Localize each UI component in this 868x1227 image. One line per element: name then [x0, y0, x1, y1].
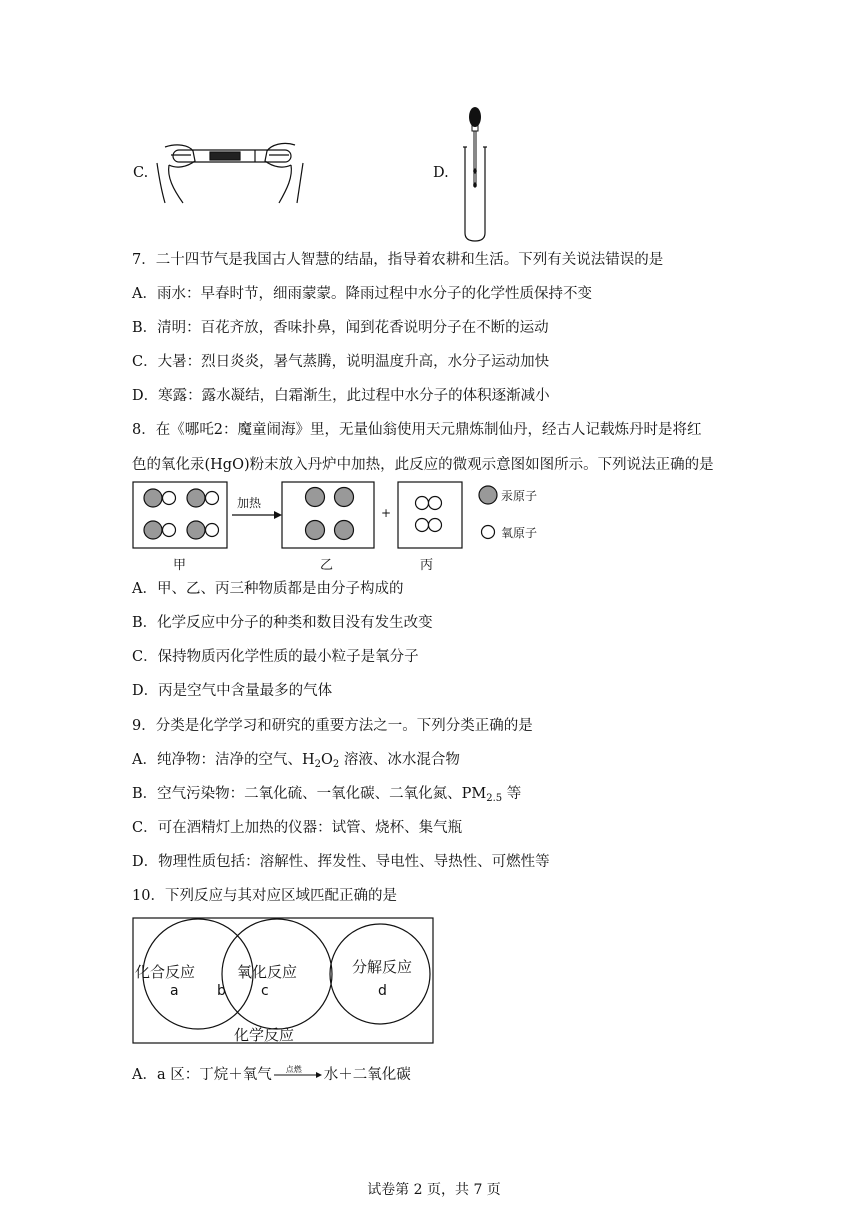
q8-option-d: D．丙是空气中含量最多的气体: [132, 683, 333, 699]
q9-option-a: [132, 750, 460, 775]
q7-option-b: B．清明：百花齐放，香味扑鼻，闻到花香说明分子在不断的运动: [132, 320, 549, 336]
option-c-label: C.: [133, 165, 149, 181]
q7-option-a: A．雨水：早春时节，细雨蒙蒙。降雨过程中水分子的化学性质保持不变: [132, 286, 592, 302]
dropper-test-tube-illustration: [455, 105, 495, 245]
label-jia: 甲: [173, 558, 187, 573]
q10-option-a: [132, 1065, 411, 1085]
test-tube-hands-illustration: [155, 133, 305, 208]
label-bing: 丙: [420, 558, 434, 573]
q9-a-subscript-2: 2: [332, 759, 340, 770]
q8-stem-line2: 色的氧化汞(HgO)粉末放入丹炉中加热，此反应的微观示意图如图所示。下列说法正确的是: [132, 457, 714, 473]
q9-stem: 9．分类是化学学习和研究的重要方法之一。下列分类正确的是: [132, 718, 533, 734]
q10-a-text-post: 水＋二氧化碳: [323, 1067, 411, 1083]
q9-b-subscript: 2.5: [486, 793, 503, 804]
q9-a-text-pre: A．纯净物：洁净的空气、H: [132, 752, 315, 768]
q9-a-text-mid: O: [321, 752, 333, 768]
legend-oxygen-atom: 氧原子: [501, 526, 538, 540]
q9-a-text-post: 溶液、冰水混合物: [339, 752, 460, 768]
option-d-label: D.: [433, 165, 449, 181]
q8-option-c: C．保持物质丙化学性质的最小粒子是氧分子: [132, 649, 419, 665]
q7-stem: 7．二十四节气是我国古人智慧的结晶，指导着农耕和生活。下列有关说法错误的是: [132, 252, 664, 268]
venn-label-combination: 化合反应: [135, 963, 196, 981]
venn-box-label: 化学反应: [234, 1026, 295, 1044]
q8-option-a: A．甲、乙、丙三种物质都是由分子构成的: [132, 581, 404, 597]
heat-arrow-label: 加热: [237, 496, 262, 510]
label-yi: 乙: [320, 558, 334, 573]
page-footer: 试卷第 2 页，共 7 页: [367, 1182, 501, 1198]
q9-option-d: D．物理性质包括：溶解性、挥发性、导电性、导热性、可燃性等: [132, 854, 550, 870]
venn-region-a: a: [170, 983, 179, 999]
venn-label-decomposition: 分解反应: [352, 958, 413, 976]
q9-a-subscript-1: 2: [314, 759, 321, 770]
plus-sign: +: [381, 506, 392, 520]
venn-region-c: c: [261, 983, 269, 999]
q8-stem-line1: 8．在《哪吒2：魔童闹海》里，无量仙翁使用天元鼎炼制仙丹，经古人记载炼丹时是将红: [132, 422, 702, 438]
q9-option-c: C．可在酒精灯上加热的仪器：试管、烧杯、集气瓶: [132, 820, 463, 836]
q8-option-b: B．化学反应中分子的种类和数目没有发生改变: [132, 615, 433, 631]
q7-option-c: C．大暑：烈日炎炎，暑气蒸腾，说明温度升高，水分子运动加快: [132, 354, 550, 370]
venn-region-b: b: [217, 983, 226, 999]
venn-label-oxidation: 氧化反应: [237, 963, 298, 981]
q9-b-text-post: 等: [502, 786, 522, 802]
q7-option-d: D．寒露：露水凝结，白霜渐生，此过程中水分子的体积逐渐减小: [132, 388, 550, 404]
q9-b-text-pre: B．空气污染物：二氧化硫、一氧化碳、二氧化氮、PM: [132, 786, 487, 802]
q9-option-b: [132, 784, 521, 809]
venn-region-d: d: [378, 983, 387, 999]
legend-mercury-atom: 汞原子: [501, 489, 538, 503]
q10-stem: 10．下列反应与其对应区域匹配正确的是: [132, 888, 397, 904]
ignite-arrow: [272, 1065, 324, 1085]
ignite-condition: 点燃: [285, 1065, 302, 1074]
q10-a-text-pre: A．a 区：丁烷＋氧气: [132, 1067, 272, 1083]
